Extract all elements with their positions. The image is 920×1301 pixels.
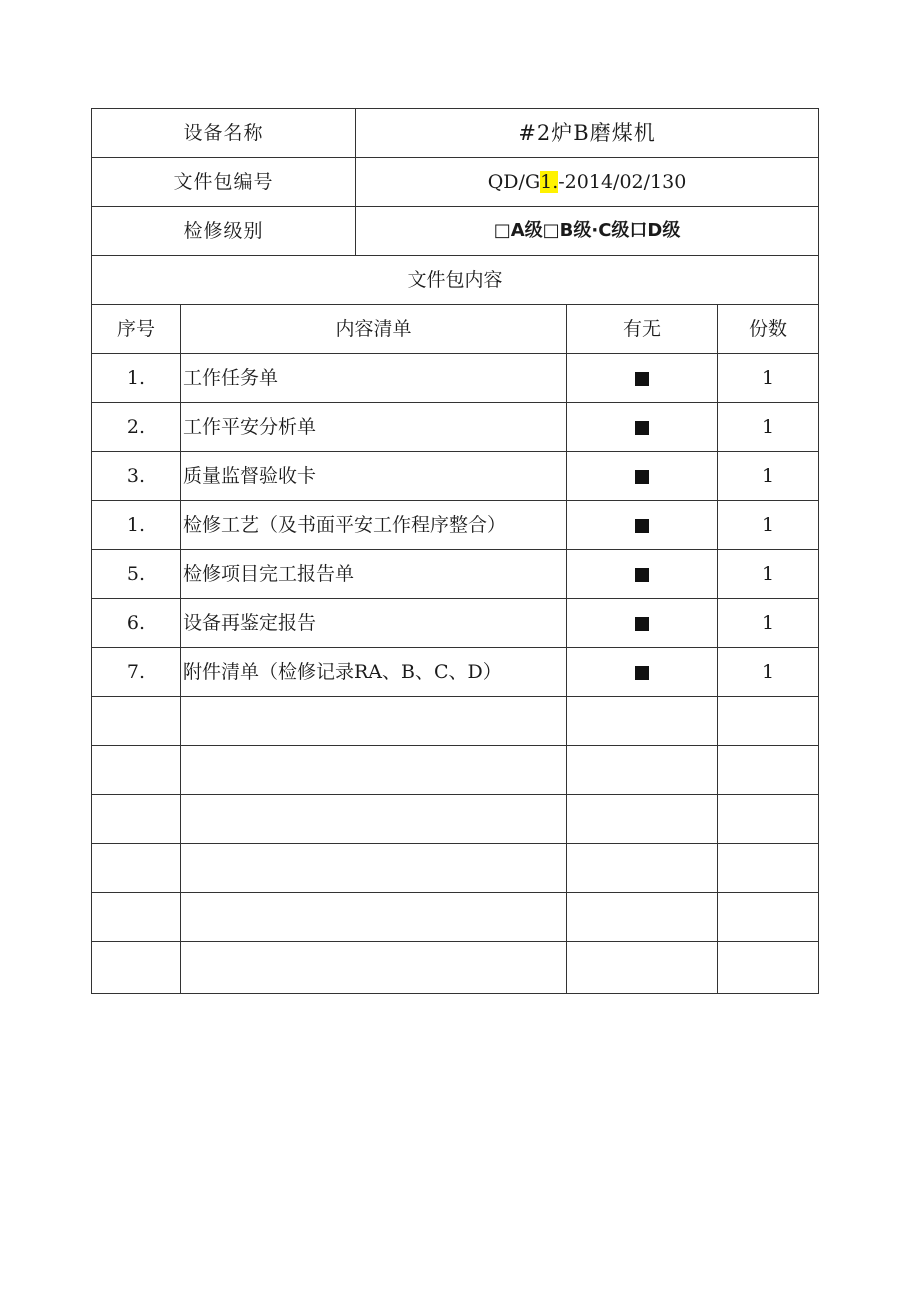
table-row: [92, 599, 819, 648]
package-number-highlight: 1.: [540, 170, 559, 193]
row-index: 1.: [92, 354, 181, 403]
empty-cell: [718, 795, 819, 844]
empty-cell: [181, 746, 567, 795]
checked-square-icon: [635, 617, 649, 631]
row-presence: [567, 403, 718, 452]
empty-cell: [567, 844, 718, 893]
column-header-content: 内容清单: [181, 305, 567, 354]
empty-cell: [567, 893, 718, 942]
equipment-row: [92, 109, 819, 158]
package-number-label: 文件包编号: [92, 158, 356, 207]
equipment-value: #2炉B磨煤机: [356, 109, 819, 158]
empty-cell: [181, 795, 567, 844]
empty-row: [92, 746, 819, 795]
table-row: [92, 648, 819, 697]
row-content: 设备再鉴定报告: [181, 599, 567, 648]
row-index: 6.: [92, 599, 181, 648]
table-row: [92, 501, 819, 550]
row-content: 附件清单（检修记录RA、B、C、D）: [181, 648, 567, 697]
maintenance-file-package-table: [91, 108, 819, 994]
row-index: 7.: [92, 648, 181, 697]
row-presence: [567, 648, 718, 697]
empty-cell: [181, 697, 567, 746]
row-content: 检修项目完工报告单: [181, 550, 567, 599]
empty-cell: [567, 746, 718, 795]
row-index: 3.: [92, 452, 181, 501]
checked-square-icon: [635, 421, 649, 435]
row-index: 2.: [92, 403, 181, 452]
checked-square-icon: [635, 470, 649, 484]
column-header-presence: 有无: [567, 305, 718, 354]
package-number-row: [92, 158, 819, 207]
contents-title-row: [92, 256, 819, 305]
row-copies: 1: [718, 354, 819, 403]
empty-cell: [92, 795, 181, 844]
empty-row: [92, 893, 819, 942]
checked-square-icon: [635, 568, 649, 582]
empty-cell: [92, 844, 181, 893]
empty-cell: [718, 746, 819, 795]
empty-row: [92, 942, 819, 994]
row-presence: [567, 501, 718, 550]
table-row: [92, 550, 819, 599]
empty-cell: [181, 844, 567, 893]
row-copies: 1: [718, 599, 819, 648]
empty-cell: [567, 942, 718, 994]
table-row: [92, 354, 819, 403]
column-header-row: [92, 305, 819, 354]
row-content: 检修工艺（及书面平安工作程序整合）: [181, 501, 567, 550]
package-number-value: [356, 158, 819, 207]
checked-square-icon: [635, 519, 649, 533]
empty-cell: [567, 697, 718, 746]
maintenance-level-row: [92, 207, 819, 256]
empty-cell: [92, 697, 181, 746]
row-index: 1.: [92, 501, 181, 550]
row-copies: 1: [718, 501, 819, 550]
row-copies: 1: [718, 452, 819, 501]
empty-cell: [718, 844, 819, 893]
empty-cell: [567, 795, 718, 844]
row-content: 工作任务单: [181, 354, 567, 403]
checked-square-icon: [635, 372, 649, 386]
contents-title: 文件包内容: [92, 256, 819, 305]
equipment-label: 设备名称: [92, 109, 356, 158]
empty-cell: [718, 942, 819, 994]
row-presence: [567, 599, 718, 648]
empty-cell: [181, 942, 567, 994]
empty-row: [92, 697, 819, 746]
maintenance-level-label: 检修级别: [92, 207, 356, 256]
empty-cell: [181, 893, 567, 942]
row-presence: [567, 452, 718, 501]
row-copies: 1: [718, 403, 819, 452]
row-presence: [567, 550, 718, 599]
empty-cell: [92, 942, 181, 994]
maintenance-level-value: □A级□B级·C级口D级: [356, 207, 819, 256]
row-index: 5.: [92, 550, 181, 599]
empty-row: [92, 795, 819, 844]
table-row: [92, 452, 819, 501]
row-content: 工作平安分析单: [181, 403, 567, 452]
column-header-index: 序号: [92, 305, 181, 354]
package-number-suffix: -2014/02/130: [558, 170, 687, 193]
row-copies: 1: [718, 550, 819, 599]
empty-cell: [718, 893, 819, 942]
row-copies: 1: [718, 648, 819, 697]
package-number-prefix: QD/G: [487, 170, 541, 193]
checked-square-icon: [635, 666, 649, 680]
empty-cell: [718, 697, 819, 746]
column-header-copies: 份数: [718, 305, 819, 354]
table-row: [92, 403, 819, 452]
row-content: 质量监督验收卡: [181, 452, 567, 501]
row-presence: [567, 354, 718, 403]
empty-cell: [92, 893, 181, 942]
empty-row: [92, 844, 819, 893]
empty-cell: [92, 746, 181, 795]
